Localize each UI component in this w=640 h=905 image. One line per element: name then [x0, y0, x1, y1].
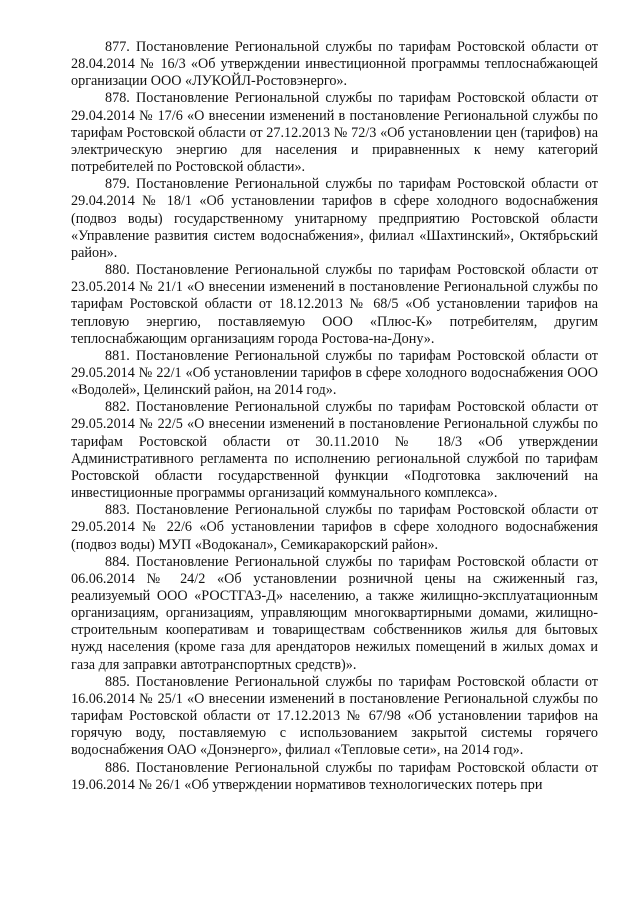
entry-number: 878.: [105, 90, 130, 107]
entry-number: 884.: [105, 553, 130, 570]
document-page: [71, 39, 598, 794]
entry-text: Постановление Региональной службы по тарифам Ростовской области от 29.04.2014 № 17/6 «О внесении изменений в постановление Региональной службы по тарифам Ростовской области от 27.12.2013 № 72/3 «Об установлении цен (тарифов) на электрическую энергию для населения и приравненных к нему категорий потребителей по Ростовской области».: [71, 90, 598, 176]
list-item: [71, 176, 598, 262]
entry-number: 882.: [105, 399, 130, 416]
entry-text: Постановление Региональной службы по тарифам Ростовской области от 28.04.2014 № 16/3 «Об утверждении инвестиционной программы теплоснабжающей организации ООО «ЛУКОЙЛ-Ростовэнерго».: [71, 39, 598, 90]
entry-text: Постановление Региональной службы по тарифам Ростовской области от 29.05.2014 № 22/6 «Об установлении тарифов в сфере холодного водоснабжения (подвоз воды) МУП «Водоканал», Семикаракорский район».: [71, 502, 598, 553]
list-item: [71, 554, 598, 674]
entry-text: Постановление Региональной службы по тарифам Ростовской области от 29.04.2014 № 18/1 «Об установлении тарифов в сфере холодного водоснабжения (подвоз воды) государственному унитарному предприятию Ростовской области «Управление развития систем водоснабжения», филиал «Шахтинский», Октябрьский район».: [71, 176, 598, 261]
list-item: [71, 760, 598, 794]
entry-text: Постановление Региональной службы по тарифам Ростовской области от 23.05.2014 № 21/1 «О внесении изменений в постановление Региональной службы по тарифам Ростовской области от 18.12.2013 № 68/5 «Об установлении тарифов на тепловую энергию, поставляемую ООО «Плюс-К» потребителям, другим теплоснабжающим организациям города Ростова-на-Дону».: [71, 262, 598, 347]
entry-number: 883.: [105, 502, 130, 519]
entry-number: 879.: [105, 176, 130, 193]
list-item: [71, 262, 598, 348]
entry-number: 881.: [105, 347, 130, 364]
entry-text: Постановление Региональной службы по тарифам Ростовской области от 06.06.2014 № 24/2 «Об установлении розничной цены на сжиженный газ, реализуемый ООО «РОСТГАЗ-Д» населению, а также жилищно-эксплуатационным организациям, организациям, управляющим многоквартирными домами, жилищно-строительным кооперативам и товариществам собственников жилья для бытовых нужд населения (кроме газа для арендаторов нежилых помещений в жилых домах и газа для заправки автотранспортных средств)».: [71, 553, 598, 673]
entry-text: Постановление Региональной службы по тарифам Ростовской области от 29.05.2014 № 22/5 «О внесении изменений в постановление Региональной службы по тарифам Ростовской области от 30.11.2010 № 18/3 «Об утверждении Административного регламента по исполнению региональной службой по тарифам Ростовской области государственной функции «Подготовка заключений на инвестиционные программы организаций коммунального комплекса».: [71, 399, 598, 502]
entry-number: 877.: [105, 39, 130, 55]
list-item: [71, 674, 598, 760]
entry-number: 885.: [105, 673, 130, 690]
list-item: [71, 39, 598, 90]
entry-number: 886.: [105, 759, 130, 776]
list-item: [71, 399, 598, 502]
entry-number: 880.: [105, 262, 130, 279]
entry-text: Постановление Региональной службы по тарифам Ростовской области от 29.05.2014 № 22/1 «Об установлении тарифов в сфере холодного водоснабжения ООО «Водолей», Целинский район, на 2014 год».: [71, 347, 598, 399]
list-item: [71, 90, 598, 176]
entry-text: Постановление Региональной службы по тарифам Ростовской области от 16.06.2014 № 25/1 «О внесении изменений в постановление Региональной службы по тарифам Ростовской области от 17.12.2013 № 67/98 «Об установлении тарифов на горячую воду, поставляемую с использованием закрытой системы горячего водоснабжения ОАО «Донэнерго», филиал «Тепловые сети», на 2014 год».: [71, 673, 598, 759]
list-item: [71, 502, 598, 553]
entry-text: Постановление Региональной службы по тарифам Ростовской области от 19.06.2014 № 26/1 «Об утверждении нормативов технологических потерь при: [71, 759, 598, 793]
list-item: [71, 348, 598, 399]
